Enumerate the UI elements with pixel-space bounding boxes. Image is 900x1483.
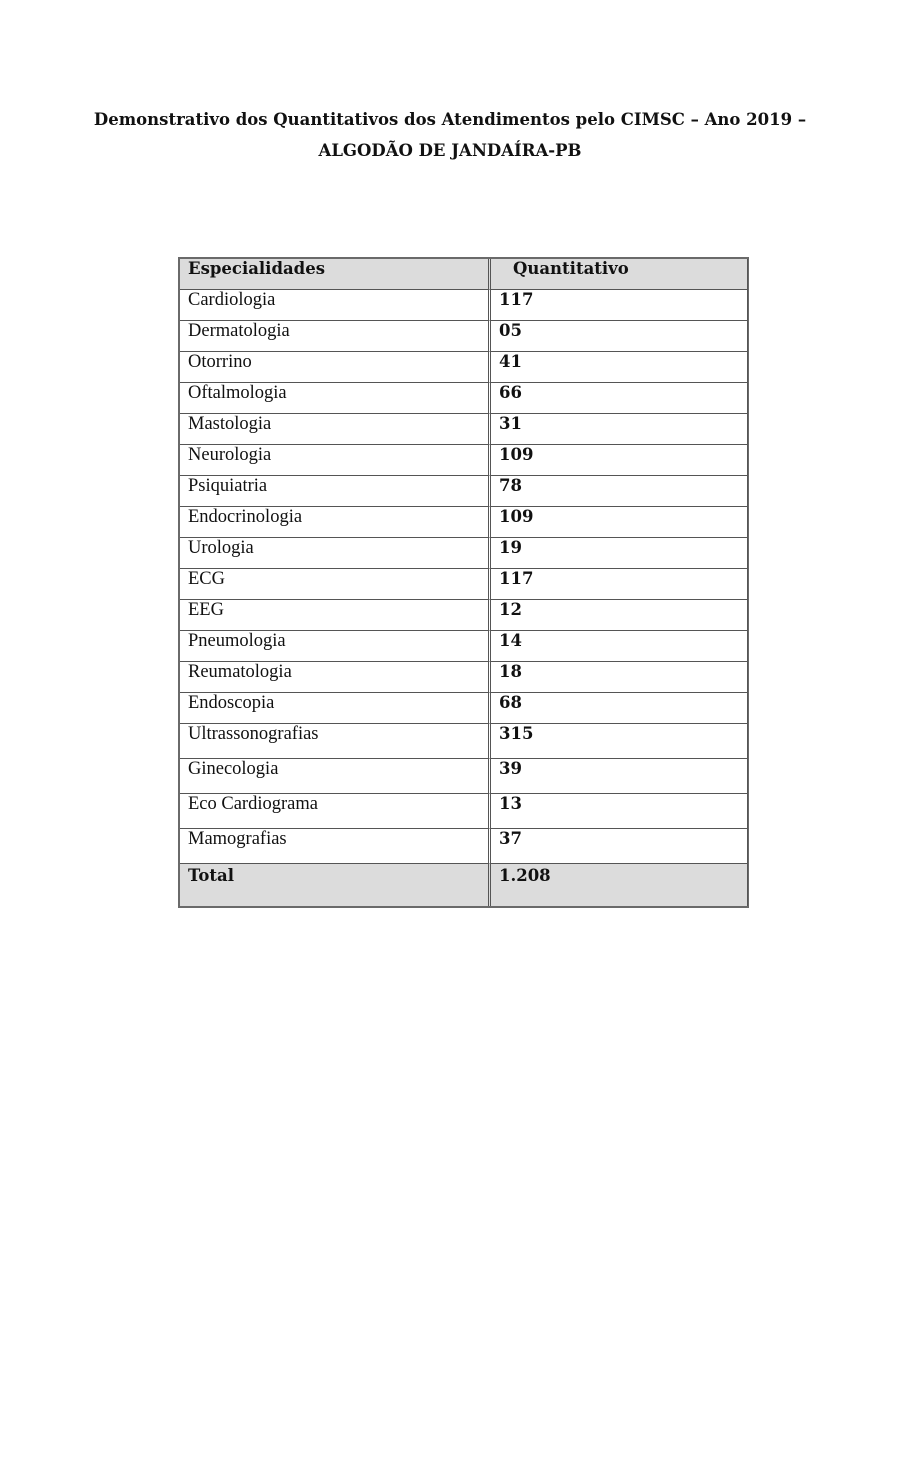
table-row: [180, 631, 748, 662]
table-row: [180, 414, 748, 445]
title-line-2: ALGODÃO DE JANDAÍRA-PB: [318, 141, 582, 160]
specialty-cell: Mamografias: [180, 829, 491, 864]
quantity-cell: 41: [491, 352, 748, 383]
table-row: [180, 693, 748, 724]
header-quantity: Quantitativo: [491, 259, 748, 290]
quantity-cell: 37: [491, 829, 748, 864]
quantity-cell: 315: [491, 724, 748, 759]
table-row: [180, 476, 748, 507]
table-row: [180, 445, 748, 476]
quantity-cell: 13: [491, 794, 748, 829]
table-row: [180, 290, 748, 321]
table-row: [180, 829, 748, 864]
quantity-cell: 68: [491, 693, 748, 724]
specialty-cell: EEG: [180, 600, 491, 631]
quantity-cell: 05: [491, 321, 748, 352]
quantity-cell: 78: [491, 476, 748, 507]
total-value: 1.208: [491, 864, 748, 906]
header-specialty: Especialidades: [180, 259, 491, 290]
total-row: [180, 864, 748, 906]
quantity-cell: 109: [491, 507, 748, 538]
quantity-cell: 66: [491, 383, 748, 414]
quantity-cell: 109: [491, 445, 748, 476]
table-row: [180, 321, 748, 352]
title-line-1: Demonstrativo dos Quantitativos dos Atendimentos pelo CIMSC – Ano 2019 –: [93, 110, 807, 129]
quantity-cell: 31: [491, 414, 748, 445]
table-row: [180, 794, 748, 829]
table-header-row: [180, 259, 748, 290]
table-row: [180, 600, 748, 631]
table-row: [180, 538, 748, 569]
specialties-table: [178, 257, 749, 908]
specialty-cell: Cardiologia: [180, 290, 491, 321]
specialty-cell: Dermatologia: [180, 321, 491, 352]
table-row: [180, 383, 748, 414]
specialty-cell: Ultrassonografias: [180, 724, 491, 759]
quantity-cell: 14: [491, 631, 748, 662]
specialty-cell: Mastologia: [180, 414, 491, 445]
specialty-cell: Otorrino: [180, 352, 491, 383]
specialty-cell: Urologia: [180, 538, 491, 569]
specialty-cell: Eco Cardiograma: [180, 794, 491, 829]
table-row: [180, 352, 748, 383]
quantity-cell: 117: [491, 290, 748, 321]
specialty-cell: Oftalmologia: [180, 383, 491, 414]
specialty-cell: Endoscopia: [180, 693, 491, 724]
specialty-cell: Ginecologia: [180, 759, 491, 794]
quantity-cell: 12: [491, 600, 748, 631]
total-label: Total: [180, 864, 491, 906]
specialty-cell: Pneumologia: [180, 631, 491, 662]
table-row: [180, 662, 748, 693]
document-title: [0, 104, 900, 166]
specialty-cell: Psiquiatria: [180, 476, 491, 507]
quantity-cell: 18: [491, 662, 748, 693]
quantity-cell: 39: [491, 759, 748, 794]
quantity-cell: 117: [491, 569, 748, 600]
table-row: [180, 569, 748, 600]
table-row: [180, 759, 748, 794]
quantity-cell: 19: [491, 538, 748, 569]
specialty-cell: Neurologia: [180, 445, 491, 476]
specialty-cell: ECG: [180, 569, 491, 600]
specialty-cell: Reumatologia: [180, 662, 491, 693]
table-row: [180, 507, 748, 538]
table-row: [180, 724, 748, 759]
specialty-cell: Endocrinologia: [180, 507, 491, 538]
